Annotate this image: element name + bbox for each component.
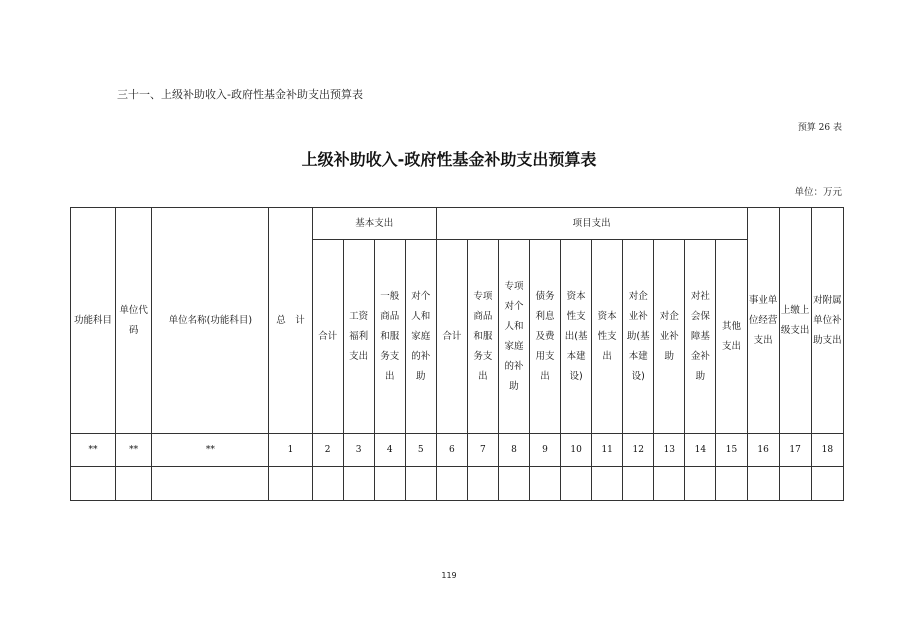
empty-cell [374,467,405,501]
index-cell: 2 [312,434,343,467]
empty-data-row [71,467,844,501]
empty-cell [811,467,843,501]
empty-cell [71,467,116,501]
header-project-group: 项目支出 [436,208,747,240]
index-cell: 17 [779,434,811,467]
empty-cell [623,467,654,501]
header-basic-col: 工资福利支出 [343,240,374,434]
header-project-col: 对企业补助 [654,240,685,434]
section-heading: 三十一、上级补助收入-政府性基金补助支出预算表 [117,88,363,101]
index-cell: 11 [592,434,623,467]
index-cell: 1 [269,434,312,467]
index-row [71,434,844,467]
header-unit-name: 单位名称(功能科目) [152,208,269,434]
index-cell: 14 [685,434,716,467]
empty-cell [561,467,592,501]
index-cell: 12 [623,434,654,467]
empty-cell [436,467,467,501]
index-cell: ** [116,434,152,467]
header-project-col: 资本性支出 [592,240,623,434]
empty-cell [467,467,498,501]
empty-cell [530,467,561,501]
empty-cell [343,467,374,501]
index-cell: 13 [654,434,685,467]
empty-cell [592,467,623,501]
empty-cell [405,467,436,501]
empty-cell [685,467,716,501]
header-subsidiary-subsidy: 对附属单位补助支出 [811,208,843,434]
table-number: 预算 26 表 [797,123,842,133]
header-project-col: 专项商品和服务支出 [467,240,498,434]
index-cell: 16 [747,434,779,467]
header-project-col: 专项对个人和家庭的补助 [498,240,529,434]
header-project-col: 对企业补助(基本建设) [623,240,654,434]
header-project-col: 资本性支出(基本建设) [561,240,592,434]
header-basic-group: 基本支出 [312,208,436,240]
document-title: 上级补助收入-政府性基金补助支出预算表 [301,150,597,169]
empty-cell [152,467,269,501]
unit-label: 单位：万元 [794,187,842,198]
index-cell: ** [152,434,269,467]
empty-cell [779,467,811,501]
empty-cell [116,467,152,501]
index-cell: 15 [716,434,747,467]
header-basic-col: 一般商品和服务支出 [374,240,405,434]
empty-cell [654,467,685,501]
header-function-subject: 功能科目 [71,208,116,434]
index-cell: 5 [405,434,436,467]
header-basic-col: 合计 [312,240,343,434]
header-project-col: 其他支出 [716,240,747,434]
index-cell: 7 [467,434,498,467]
index-cell: 8 [498,434,529,467]
index-cell: 10 [561,434,592,467]
index-cell: 9 [530,434,561,467]
empty-cell [269,467,312,501]
empty-cell [747,467,779,501]
header-project-col: 合计 [436,240,467,434]
header-row-1 [71,208,844,240]
empty-cell [312,467,343,501]
empty-cell [716,467,747,501]
header-basic-col: 对个人和家庭的补助 [405,240,436,434]
index-cell: 3 [343,434,374,467]
index-cell: 6 [436,434,467,467]
header-remit-upper: 上缴上级支出 [779,208,811,434]
header-project-col: 对社会保障基金补助 [685,240,716,434]
index-cell: ** [71,434,116,467]
budget-table [70,207,844,501]
header-project-col: 债务利息及费用支出 [530,240,561,434]
page-number: 119 [441,571,457,580]
header-unit-code: 单位代码 [116,208,152,434]
header-total: 总 计 [269,208,312,434]
empty-cell [498,467,529,501]
index-cell: 18 [811,434,843,467]
index-cell: 4 [374,434,405,467]
header-enterprise-operation: 事业单位经营支出 [747,208,779,434]
